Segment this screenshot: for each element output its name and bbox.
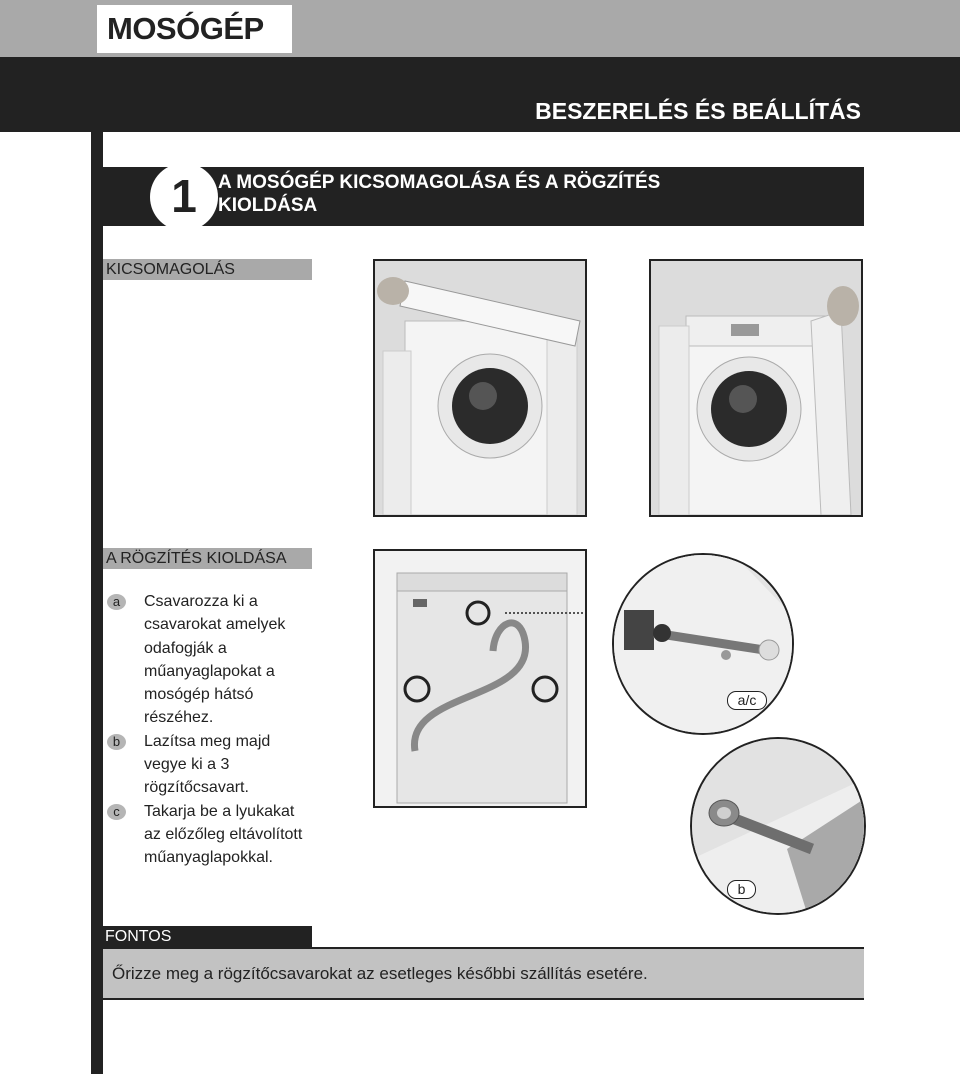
step-number: 1 <box>150 163 218 231</box>
photo-machine-back <box>373 549 587 808</box>
section-title: BESZERELÉS ÉS BEÁLLÍTÁS <box>535 98 861 124</box>
instruction-b <box>107 730 312 800</box>
instruction-b-text: Lazítsa meg majd vegye ki a 3 rögzítőcsavart. <box>144 732 271 797</box>
instruction-a <box>107 590 312 730</box>
release-label: A RÖGZÍTÉS KIOLDÁSA <box>103 548 312 569</box>
instruction-c <box>107 800 312 870</box>
step-title-line1: A MOSÓGÉP KICSOMAGOLÁSA ÉS A RÖGZÍTÉS <box>218 172 661 193</box>
instruction-c-text: Takarja be a lyukakat az előzőleg eltávolított műanyaglapokkal. <box>144 802 303 867</box>
important-label: FONTOS <box>103 926 312 947</box>
brand-title: MOSÓGÉP <box>97 5 292 53</box>
photo-remove-packaging-top <box>373 259 587 517</box>
marker-c: c <box>107 804 126 820</box>
zoom-detail-screw-removal <box>612 553 794 735</box>
zoom-label-lower: b <box>727 880 756 899</box>
marker-b: b <box>107 734 126 750</box>
important-note-text: Őrizze meg a rögzítőcsavarokat az esetleges későbbi szállítás esetére. <box>112 964 648 983</box>
zoom-detail-bolt-removal <box>690 737 866 915</box>
vertical-rule <box>91 132 103 1074</box>
step-title <box>218 171 660 217</box>
photo-remove-packaging-side <box>649 259 863 517</box>
unpacking-label: KICSOMAGOLÁS <box>103 259 312 280</box>
zoom-label-upper: a/c <box>727 691 767 710</box>
instruction-a-text: Csavarozza ki a csavarokat amelyek odafogják a műanyaglapokat a mosógép hátsó részéhez. <box>144 593 286 727</box>
instruction-list <box>107 590 312 870</box>
marker-a: a <box>107 594 126 610</box>
step-title-line2: KIOLDÁSA <box>218 195 318 216</box>
